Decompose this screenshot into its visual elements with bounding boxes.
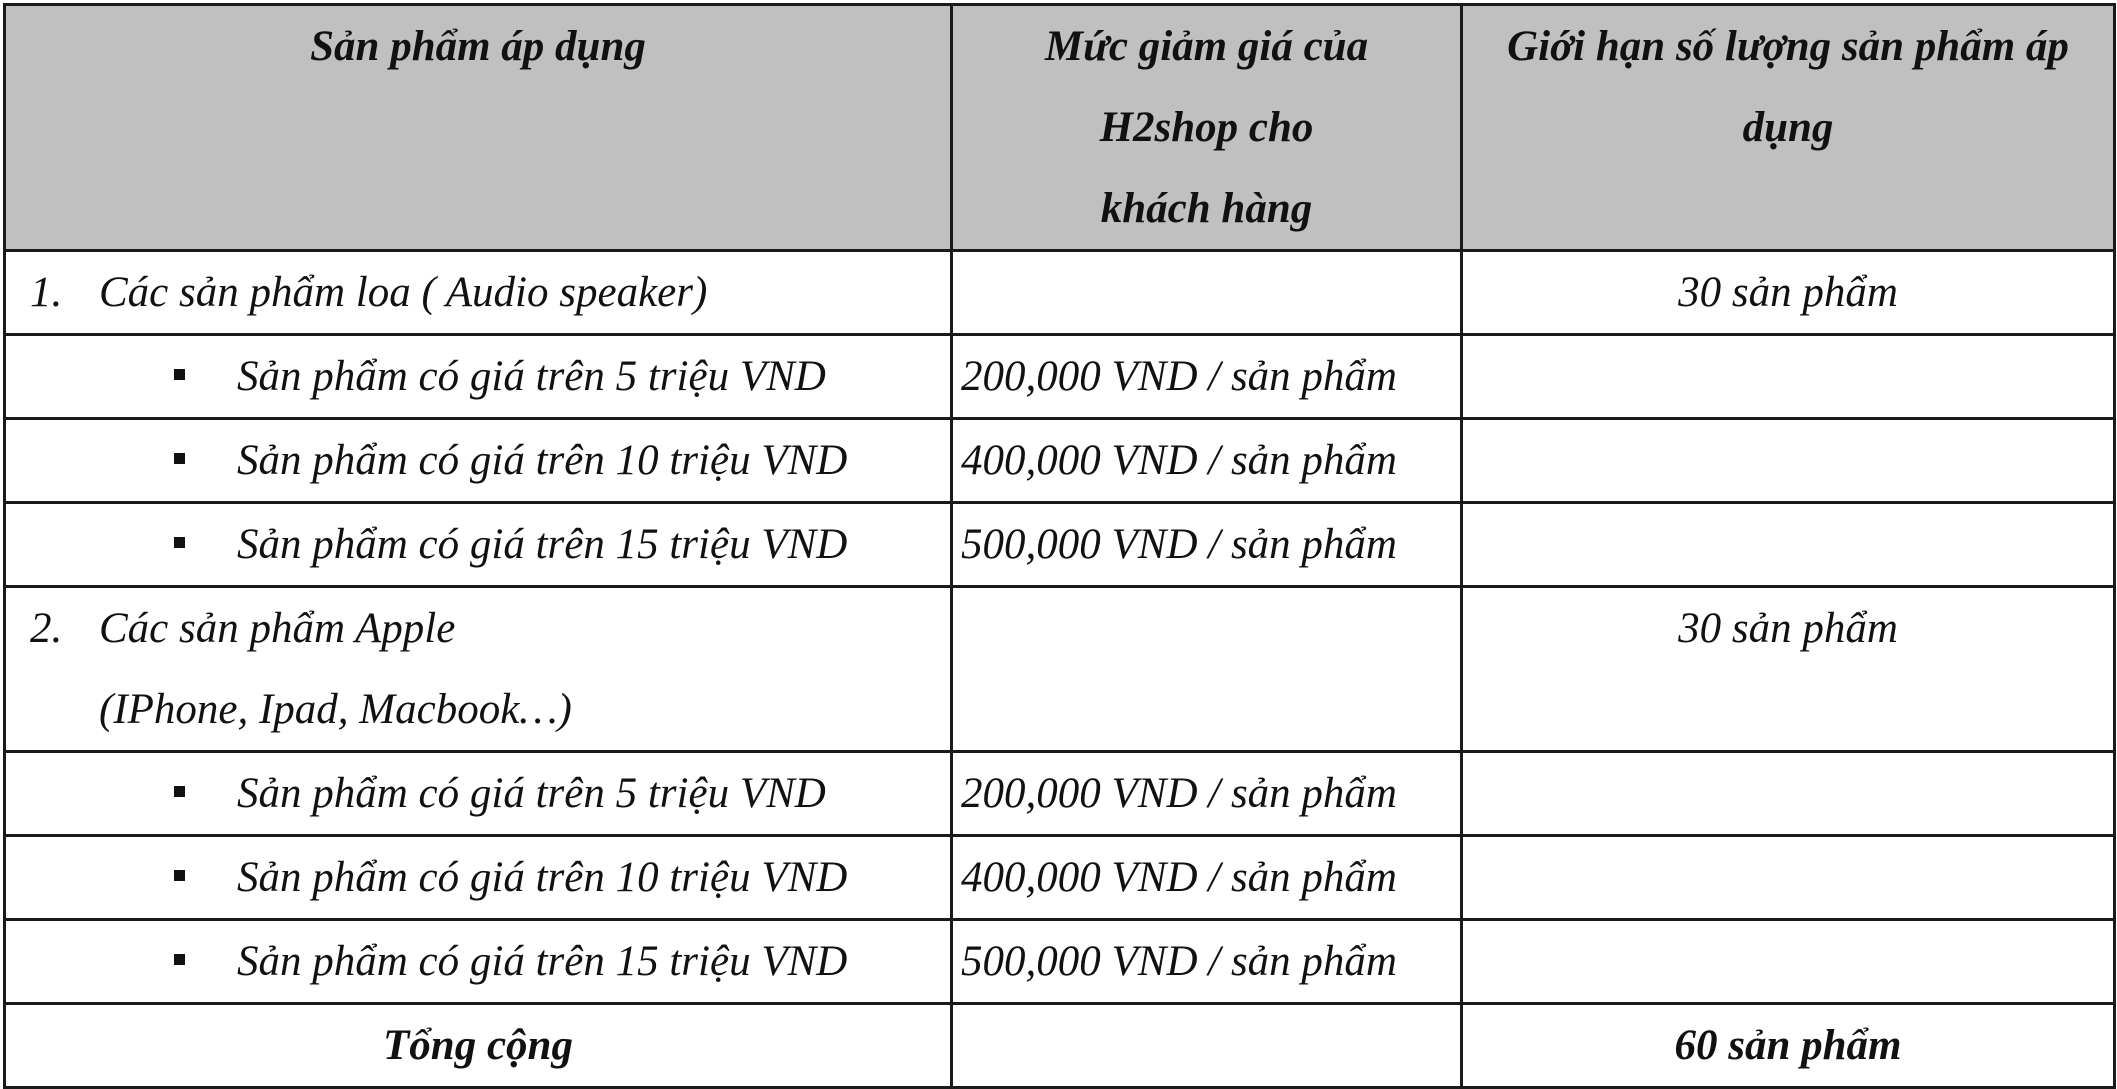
item-label-cell bbox=[5, 503, 952, 587]
bullet-square-icon bbox=[174, 537, 185, 548]
item-discount: 500,000 VND / sản phẩm bbox=[952, 920, 1462, 1004]
header-discount bbox=[952, 5, 1462, 251]
header-discount-text: Mức giảm giá của H2shop cho khách hàng bbox=[1044, 23, 1369, 232]
group-row-apple bbox=[5, 587, 2115, 752]
item-limit-cell bbox=[1462, 836, 2115, 920]
item-label: Sản phẩm có giá trên 15 triệu VND bbox=[237, 521, 848, 568]
item-label-cell bbox=[5, 920, 952, 1004]
item-discount: 200,000 VND / sản phẩm bbox=[952, 752, 1462, 836]
item-label: Sản phẩm có giá trên 10 triệu VND bbox=[237, 437, 848, 484]
item-label: Sản phẩm có giá trên 5 triệu VND bbox=[237, 353, 826, 400]
item-label: Sản phẩm có giá trên 10 triệu VND bbox=[237, 854, 848, 901]
item-limit-cell bbox=[1462, 335, 2115, 419]
group-name-cell bbox=[5, 251, 952, 335]
item-row bbox=[5, 419, 2115, 503]
header-row bbox=[5, 5, 2115, 251]
bullet-square-icon bbox=[174, 786, 185, 797]
item-discount: 400,000 VND / sản phẩm bbox=[952, 419, 1462, 503]
group-number: 2. bbox=[30, 605, 63, 652]
item-label-cell bbox=[5, 752, 952, 836]
item-discount: 200,000 VND / sản phẩm bbox=[952, 335, 1462, 419]
item-label-cell bbox=[5, 836, 952, 920]
header-limit: Giới hạn số lượng sản phẩm áp dụng bbox=[1462, 5, 2115, 251]
group-limit: 30 sản phẩm bbox=[1462, 251, 2115, 335]
item-limit-cell bbox=[1462, 503, 2115, 587]
bullet-square-icon bbox=[174, 870, 185, 881]
total-value: 60 sản phẩm bbox=[1462, 1004, 2115, 1088]
group-discount-cell bbox=[952, 587, 1462, 752]
group-number: 1. bbox=[30, 269, 63, 316]
item-row bbox=[5, 335, 2115, 419]
item-row bbox=[5, 503, 2115, 587]
group-discount-cell bbox=[952, 251, 1462, 335]
item-discount: 500,000 VND / sản phẩm bbox=[952, 503, 1462, 587]
group-name: Các sản phẩm Apple (IPhone, Ipad, Macbook…) bbox=[99, 605, 572, 733]
total-label: Tổng cộng bbox=[5, 1004, 952, 1088]
total-row bbox=[5, 1004, 2115, 1088]
item-label-cell bbox=[5, 419, 952, 503]
bullet-square-icon bbox=[174, 369, 185, 380]
group-name-cell bbox=[5, 587, 952, 752]
total-discount-cell bbox=[952, 1004, 1462, 1088]
discount-table bbox=[3, 3, 2116, 1089]
item-limit-cell bbox=[1462, 752, 2115, 836]
item-row bbox=[5, 836, 2115, 920]
bullet-square-icon bbox=[174, 453, 185, 464]
item-limit-cell bbox=[1462, 920, 2115, 1004]
header-products: Sản phẩm áp dụng bbox=[5, 5, 952, 251]
group-limit: 30 sản phẩm bbox=[1462, 587, 2115, 752]
item-label-cell bbox=[5, 335, 952, 419]
item-label: Sản phẩm có giá trên 15 triệu VND bbox=[237, 938, 848, 985]
group-row-audio bbox=[5, 251, 2115, 335]
item-row bbox=[5, 920, 2115, 1004]
item-label: Sản phẩm có giá trên 5 triệu VND bbox=[237, 770, 826, 817]
bullet-square-icon bbox=[174, 954, 185, 965]
item-row bbox=[5, 752, 2115, 836]
item-discount: 400,000 VND / sản phẩm bbox=[952, 836, 1462, 920]
item-limit-cell bbox=[1462, 419, 2115, 503]
group-name: Các sản phẩm loa ( Audio speaker) bbox=[99, 269, 708, 316]
